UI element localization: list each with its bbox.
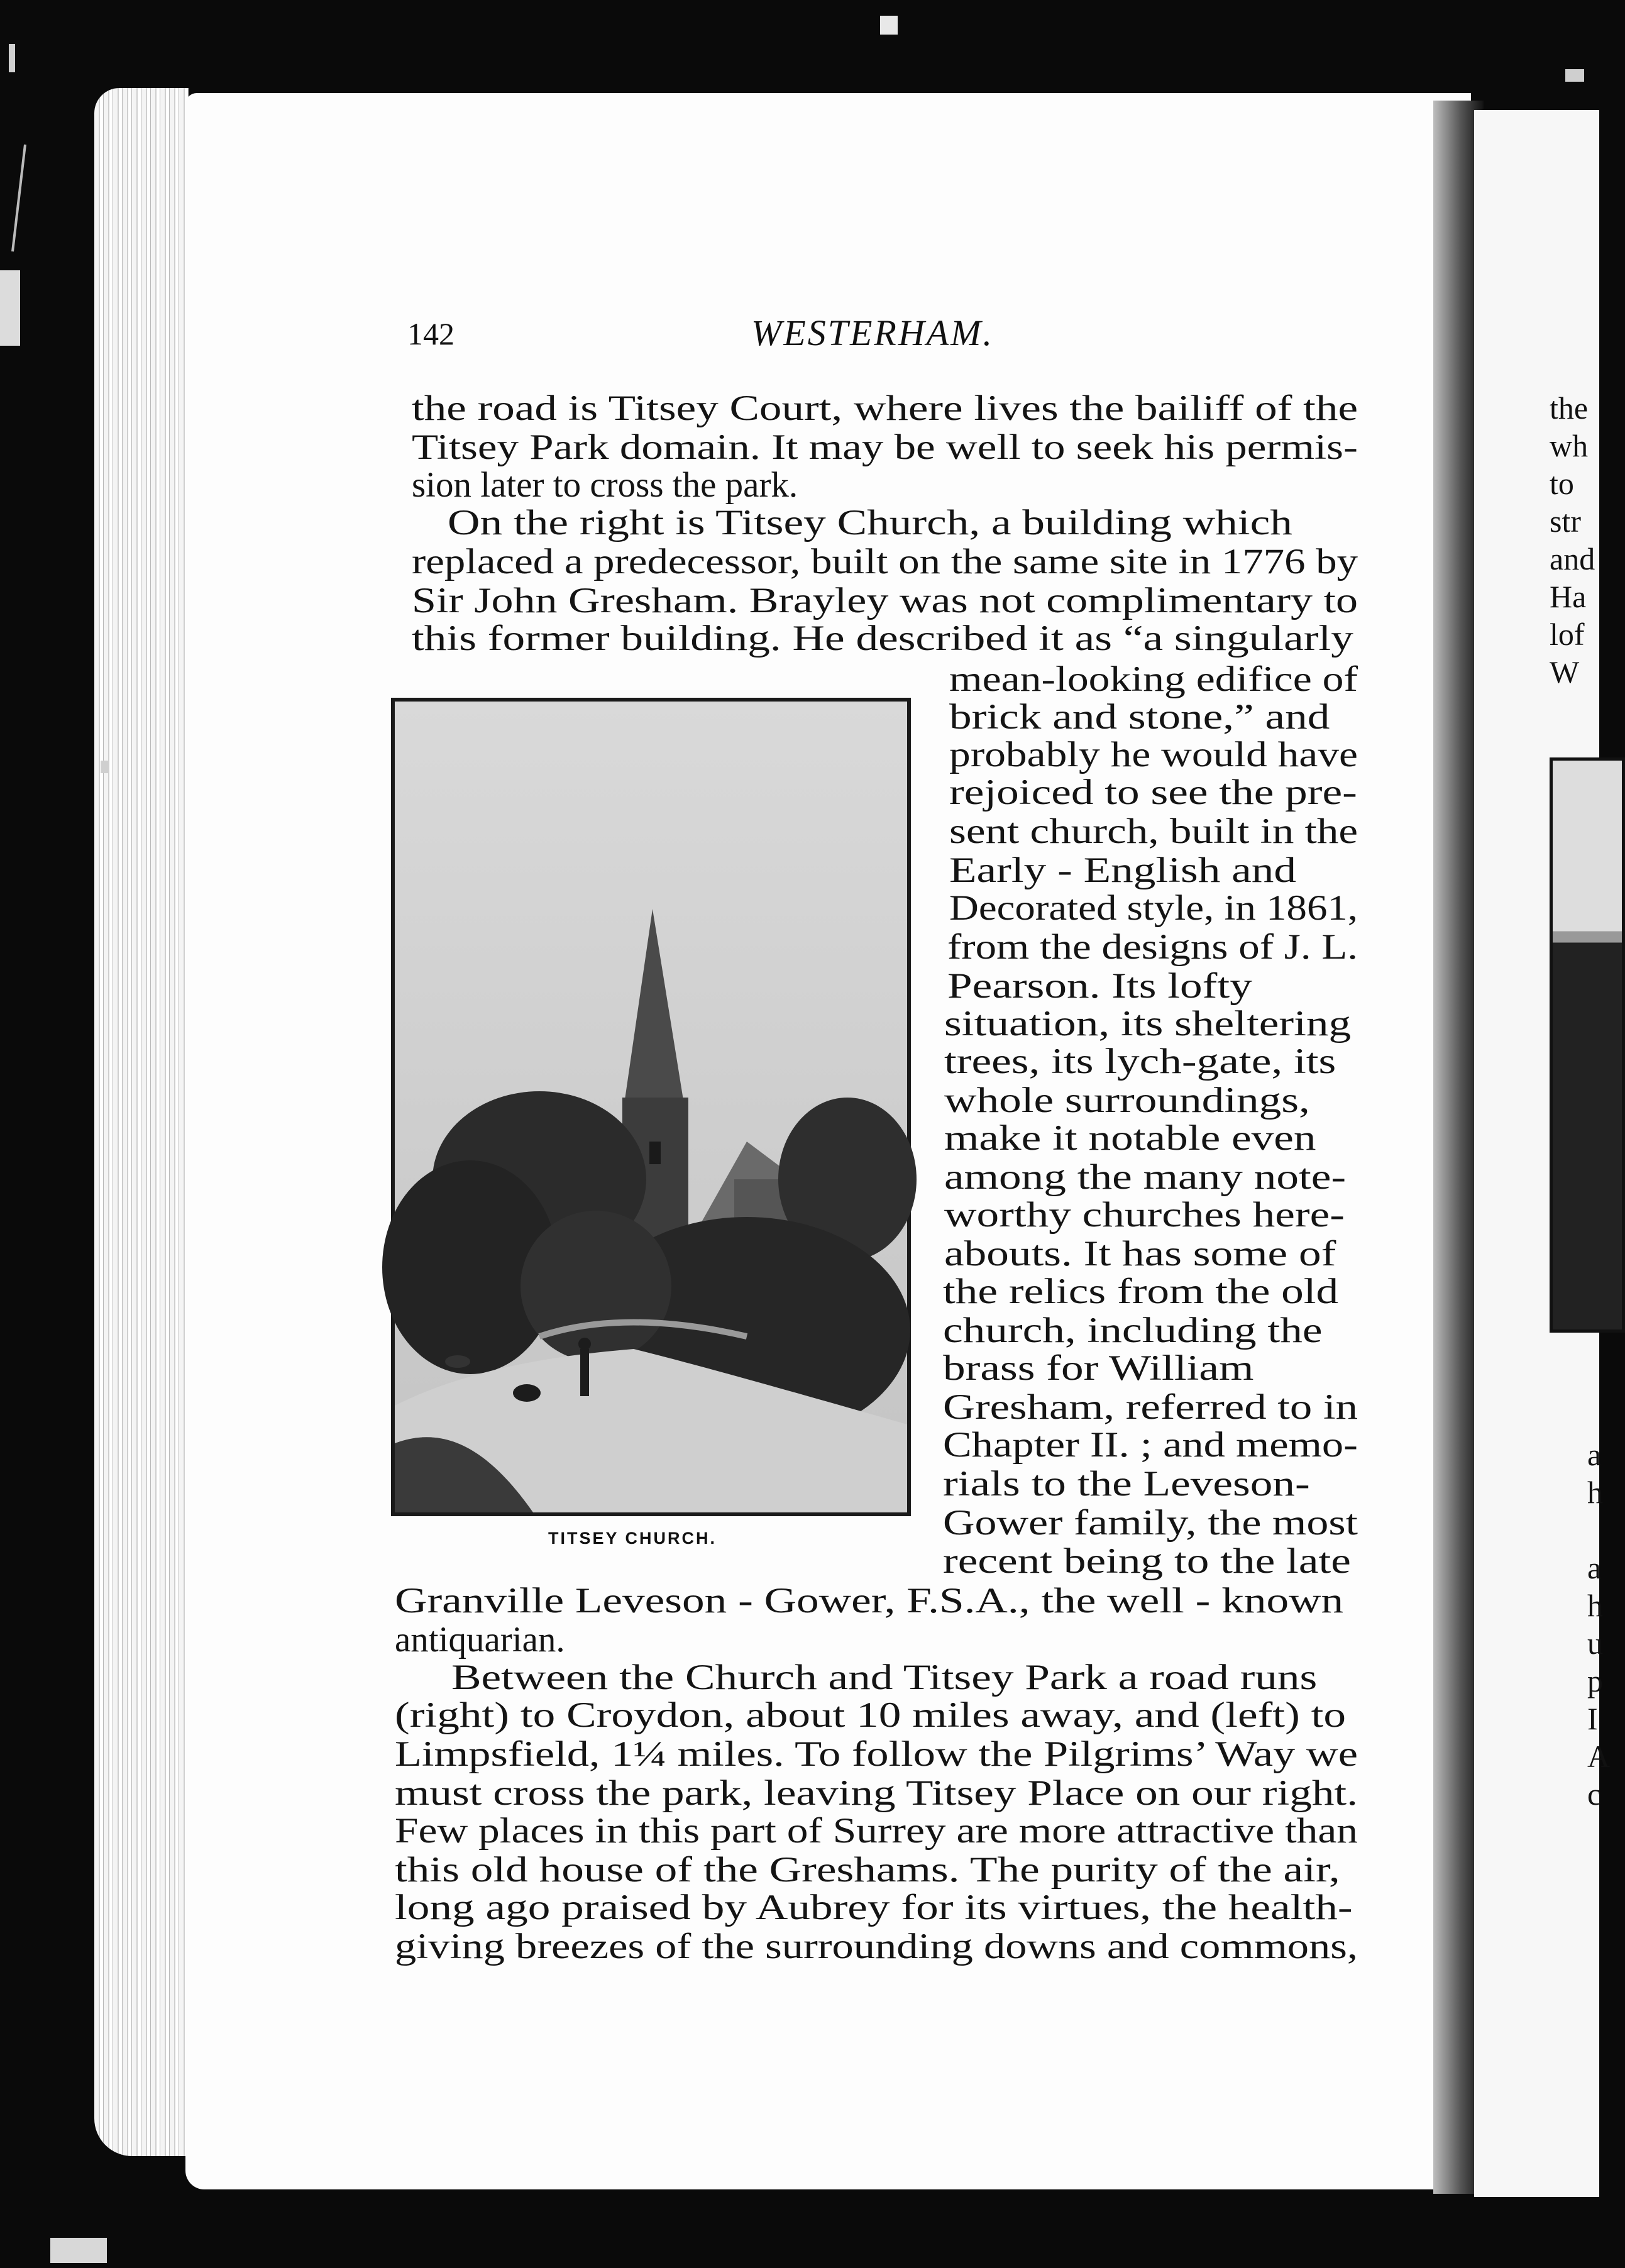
facing-page-line: Ha <box>1550 579 1587 614</box>
text-line: replaced a predecessor, built on the same site in 1776 by <box>412 542 1358 581</box>
facing-page-line: a <box>1587 1437 1602 1472</box>
text-line: Limpsfield, 1¼ miles. To follow the Pilgrims’ Way we <box>395 1734 1358 1774</box>
text-line: among the many note- <box>944 1157 1347 1197</box>
text-line: abouts. It has some of <box>944 1234 1336 1274</box>
text-line: rials to the Leveson- <box>943 1464 1310 1504</box>
facing-page-line: p <box>1587 1663 1603 1698</box>
text-line: long ago praised by Aubrey for its virtues, the health- <box>395 1888 1353 1927</box>
text-line: Few places in this part of Surrey are more attractive than <box>395 1811 1358 1851</box>
text-line: trees, its lych-gate, its <box>944 1042 1336 1081</box>
text-line: Pearson. Its lofty <box>947 966 1252 1006</box>
facing-page-line: h <box>1587 1475 1603 1510</box>
facing-page-line: a <box>1587 1550 1602 1585</box>
text-line: recent being to the late <box>943 1541 1351 1581</box>
facing-page-line: str <box>1550 504 1581 539</box>
text-line: Early - English and <box>949 851 1297 890</box>
facing-page-line: c <box>1587 1776 1602 1812</box>
text-line: situation, its sheltering <box>944 1004 1352 1043</box>
facing-page-line: to <box>1550 466 1574 501</box>
text-line: the road is Titsey Court, where lives the bailiff of the <box>412 388 1358 428</box>
text-line: this old house of the Greshams. The purity of the air, <box>395 1850 1340 1890</box>
facing-page-line: and <box>1550 541 1595 576</box>
text-line: probably he would have <box>949 735 1358 774</box>
text-line: antiquarian. <box>395 1620 565 1660</box>
text-line: On the right is Titsey Church, a building which <box>448 503 1292 542</box>
text-line: rejoiced to see the pre- <box>949 773 1357 812</box>
text-line: Decorated style, in 1861, <box>949 888 1358 928</box>
text-line: must cross the park, leaving Titsey Place on our right. <box>395 1773 1358 1813</box>
facing-page-line: the <box>1550 390 1589 426</box>
facing-page-line: W <box>1550 654 1580 690</box>
text-line: Between the Church and Titsey Park a road runs <box>451 1658 1318 1697</box>
text-line: mean-looking edifice of <box>949 659 1358 699</box>
text-line: (right) to Croydon, about 10 miles away, and (left) to <box>395 1695 1347 1735</box>
page-number: 142 <box>407 316 454 351</box>
text-line: Gresham, referred to in <box>943 1387 1358 1427</box>
text-line: Chapter II. ; and memo- <box>943 1425 1358 1465</box>
text-line: this former building. He described it as “a singularly <box>412 619 1353 658</box>
facing-page-line: A <box>1587 1739 1611 1774</box>
text-line: Gower family, the most <box>943 1503 1358 1543</box>
text-line: giving breezes of the surrounding downs and commons, <box>395 1927 1358 1966</box>
text-line: from the designs of J. L. <box>947 927 1358 967</box>
text-line: whole surroundings, <box>944 1081 1310 1120</box>
text-line: brick and stone,” and <box>949 697 1330 737</box>
figure-caption: TITSEY CHURCH. <box>548 1529 717 1548</box>
text-line: brass for William <box>943 1348 1254 1388</box>
running-title: WESTERHAM. <box>751 312 994 353</box>
text-line: Titsey Park domain. It may be well to seek his permis- <box>412 427 1358 467</box>
text-line: worthy churches here- <box>944 1195 1345 1235</box>
text-line: sent church, built in the <box>949 812 1358 851</box>
text-line: make it notable even <box>944 1118 1316 1158</box>
text-line: church, including the <box>943 1311 1323 1350</box>
facing-page-line: u <box>1587 1626 1603 1661</box>
facing-page-line: h <box>1587 1588 1603 1623</box>
facing-page-line: lof <box>1550 617 1585 652</box>
text-line: sion later to cross the park. <box>412 465 798 505</box>
text-line: Sir John Gresham. Brayley was not complimentary to <box>412 581 1358 620</box>
facing-page-line: I <box>1587 1701 1598 1736</box>
text-line: Granville Leveson - Gower, F.S.A., the well - known <box>395 1581 1344 1621</box>
text-line: the relics from the old <box>943 1272 1339 1311</box>
facing-page-line: wh <box>1550 428 1589 463</box>
